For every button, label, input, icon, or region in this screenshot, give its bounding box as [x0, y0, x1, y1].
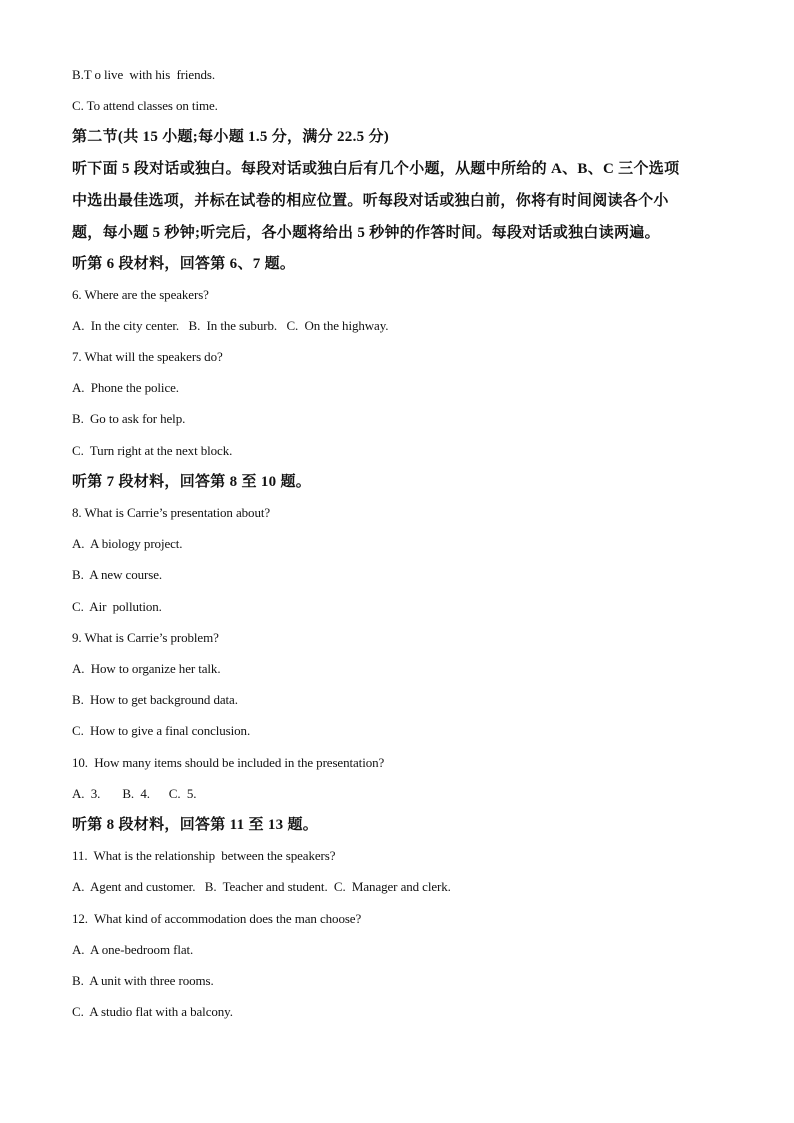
question-12-option-a: A. A one-bedroom flat.	[72, 942, 194, 957]
question-9-option-a: A. How to organize her talk.	[72, 661, 221, 676]
question-7-option-b: B. Go to ask for help.	[72, 411, 186, 426]
option-c-text: C. To attend classes on time.	[72, 98, 218, 113]
question-11: 11. What is the relationship between the speakers?	[72, 848, 336, 863]
question-8: 8. What is Carrie’s presentation about?	[72, 505, 271, 520]
question-8-option-c: C. Air pollution.	[72, 599, 162, 614]
instructions-line-2: 中选出最佳选项，并标在试卷的相应位置。听每段对话或独白前，你将有时间阅读各个小	[72, 193, 669, 209]
instructions-line-1: 听下面 5 段对话或独白。每段对话或独白后有几个小题，从题中所给的 A、B、C 三个选项	[72, 161, 680, 177]
question-10: 10. How many items should be included in the presentation?	[72, 755, 385, 770]
section-heading: 第二节(共 15 小题;每小题 1.5 分，满分 22.5 分)	[72, 129, 390, 145]
question-7-option-a: A. Phone the police.	[72, 380, 179, 395]
question-12-option-b: B. A unit with three rooms.	[72, 973, 214, 988]
material-7-heading: 听第 7 段材料，回答第 8 至 10 题。	[72, 474, 312, 490]
material-6-heading: 听第 6 段材料，回答第 6、7 题。	[72, 256, 296, 272]
material-8-heading: 听第 8 段材料，回答第 11 至 13 题。	[72, 817, 319, 833]
question-7-option-c: C. Turn right at the next block.	[72, 443, 233, 458]
question-9-option-b: B. How to get background data.	[72, 692, 238, 707]
question-12-option-c: C. A studio flat with a balcony.	[72, 1004, 233, 1019]
question-6: 6. Where are the speakers?	[72, 287, 209, 302]
question-8-option-a: A. A biology project.	[72, 536, 183, 551]
question-9-option-c: C. How to give a final conclusion.	[72, 723, 251, 738]
question-10-options: A. 3. B. 4. C. 5.	[72, 786, 197, 801]
question-6-options: A. In the city center. B. In the suburb. C. On the highway.	[72, 318, 389, 333]
question-9: 9. What is Carrie’s problem?	[72, 630, 219, 645]
question-11-options: A. Agent and customer. B. Teacher and student. C. Manager and clerk.	[72, 879, 451, 894]
question-7: 7. What will the speakers do?	[72, 349, 223, 364]
question-12: 12. What kind of accommodation does the man choose?	[72, 911, 362, 926]
option-b-text: B.T o live with his friends.	[72, 67, 216, 82]
instructions-line-3: 题，每小题 5 秒钟;听完后，各小题将给出 5 秒钟的作答时间。每段对话或独白读两遍。	[72, 225, 660, 241]
question-8-option-b: B. A new course.	[72, 567, 163, 582]
